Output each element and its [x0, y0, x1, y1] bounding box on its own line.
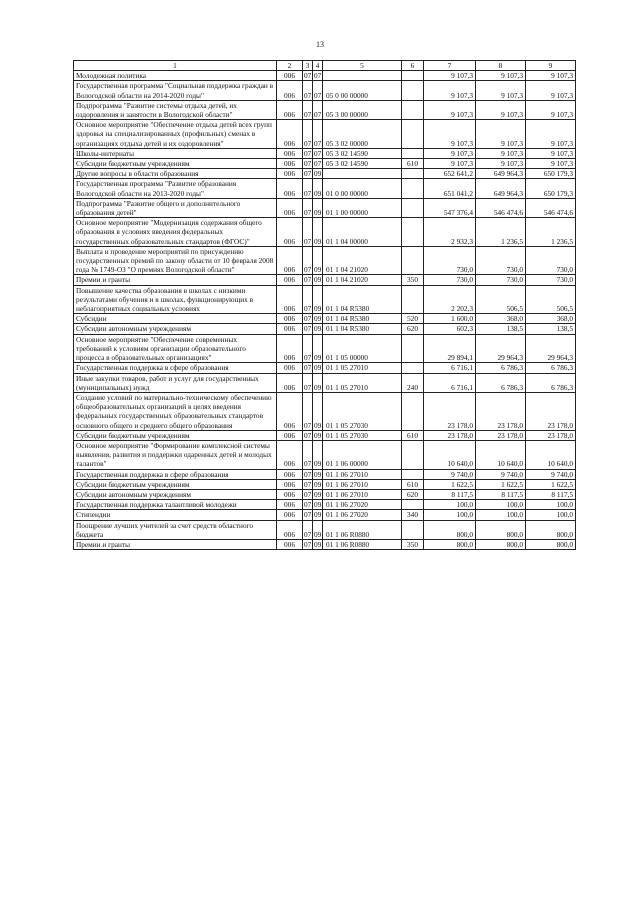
header-cell: 8	[476, 61, 526, 71]
subsection-code: 09	[314, 169, 322, 179]
admin-code: 006	[277, 324, 303, 334]
expense-type-code	[402, 392, 424, 430]
table-row	[74, 500, 576, 510]
section-code: 07	[304, 314, 312, 324]
expense-type-code: 610	[402, 430, 424, 440]
amount-col-8: 1 622,5	[476, 479, 526, 489]
table-row	[74, 469, 576, 479]
amount-col-7: 651 041,2	[424, 179, 476, 198]
amount-col-9: 8 117,5	[526, 489, 576, 499]
expense-type-code	[402, 334, 424, 363]
target-article-code: 01 1 05 27010	[323, 373, 402, 392]
section-code: 07	[304, 363, 312, 373]
section-code: 07	[303, 218, 313, 247]
row-name: Поощрение лучших учителей за счет средств областного бюджета	[74, 520, 277, 539]
admin-code: 006	[277, 218, 303, 247]
row-name: Государственная поддержка в сфере образования	[74, 363, 277, 373]
table-row	[74, 520, 576, 539]
target-article-code: 01 1 05 27030	[323, 392, 402, 430]
header-cell: 9	[526, 61, 576, 71]
row-name: Другие вопросы в области образования	[74, 169, 277, 179]
section-code: 07	[304, 430, 312, 440]
expense-type-code: 350	[402, 275, 424, 285]
amount-col-9: 1 236,5	[526, 218, 576, 247]
target-article-code: 01 1 04 R5380	[323, 324, 402, 334]
admin-code: 006	[277, 363, 303, 373]
target-article-code: 01 1 04 00000	[323, 218, 402, 247]
target-article-code: 01 1 06 27020	[323, 500, 402, 510]
admin-code: 006	[277, 159, 303, 169]
amount-col-8: 368,0	[476, 314, 526, 324]
admin-code: 006	[277, 520, 303, 539]
section-code: 07	[303, 520, 313, 539]
amount-col-9: 138,5	[526, 324, 576, 334]
section-code: 07	[304, 71, 312, 81]
amount-col-9: 100,0	[526, 510, 576, 520]
admin-code: 006	[277, 71, 303, 81]
table-row	[74, 440, 576, 469]
admin-code: 006	[277, 100, 303, 119]
amount-col-9: 9 107,3	[526, 148, 576, 158]
table-row	[74, 120, 576, 149]
table-row	[74, 510, 576, 520]
target-article-code: 01 1 05 27030	[323, 430, 402, 440]
table-row	[74, 539, 576, 549]
amount-col-9: 9 107,3	[526, 120, 576, 149]
section-code: 07	[304, 275, 312, 285]
subsection-code: 07	[314, 148, 322, 158]
subsection-code: 07	[313, 81, 323, 100]
expense-type-code	[402, 71, 424, 81]
target-article-code	[323, 71, 402, 81]
subsection-code: 09	[314, 430, 322, 440]
budget-table	[73, 60, 576, 550]
amount-col-7: 2 932,3	[424, 218, 476, 247]
admin-code: 006	[277, 440, 303, 469]
amount-col-9: 730,0	[526, 275, 576, 285]
subsection-code: 07	[314, 159, 322, 169]
amount-col-8: 9 107,3	[476, 71, 526, 81]
amount-col-9: 730,0	[526, 246, 576, 275]
amount-col-9: 650 179,3	[526, 169, 576, 179]
section-code: 07	[304, 469, 312, 479]
header-cell: 1	[74, 61, 277, 71]
amount-col-8: 9 107,3	[476, 81, 526, 100]
amount-col-7: 730,0	[424, 275, 476, 285]
admin-code: 006	[277, 373, 303, 392]
amount-col-9: 23 178,0	[526, 430, 576, 440]
section-code: 07	[303, 285, 313, 314]
amount-col-8: 10 640,0	[476, 440, 526, 469]
target-article-code: 01 0 00 00000	[323, 179, 402, 198]
admin-code: 006	[277, 246, 303, 275]
section-code: 07	[303, 246, 313, 275]
expense-type-code	[402, 500, 424, 510]
amount-col-8: 9 740,0	[476, 469, 526, 479]
amount-col-7: 23 178,0	[424, 430, 476, 440]
amount-col-7: 29 894,1	[424, 334, 476, 363]
subsection-code: 09	[314, 275, 322, 285]
amount-col-9: 10 640,0	[526, 440, 576, 469]
amount-col-8: 100,0	[476, 510, 526, 520]
amount-col-8: 649 964,3	[476, 169, 526, 179]
expense-type-code	[402, 100, 424, 119]
subsection-code: 09	[314, 510, 322, 520]
section-code: 07	[303, 100, 313, 119]
section-code: 07	[304, 539, 312, 549]
section-code: 07	[303, 373, 313, 392]
expense-type-code: 240	[402, 373, 424, 392]
admin-code: 006	[277, 334, 303, 363]
row-name: Государственная поддержка талантливой молодежи	[74, 500, 277, 510]
target-article-code	[323, 169, 402, 179]
row-name: Премии и гранты	[74, 275, 277, 285]
amount-col-7: 1 600,0	[424, 314, 476, 324]
admin-code: 006	[277, 179, 303, 198]
expense-type-code	[402, 520, 424, 539]
admin-code: 006	[277, 510, 303, 520]
expense-type-code	[402, 198, 424, 217]
target-article-code: 01 1 06 27010	[323, 489, 402, 499]
row-name: Основное мероприятие "Формирование комплексной системы выявления, развития и поддержки одаренных детей и молодых талантов"	[74, 440, 277, 469]
row-name: Школы-интернаты	[74, 148, 277, 158]
subsection-code: 09	[313, 179, 323, 198]
admin-code: 006	[277, 285, 303, 314]
admin-code: 006	[277, 392, 303, 430]
amount-col-9: 1 622,5	[526, 479, 576, 489]
amount-col-9: 9 107,3	[526, 71, 576, 81]
amount-col-7: 800,0	[424, 520, 476, 539]
amount-col-7: 6 716,1	[424, 373, 476, 392]
amount-col-7: 9 107,3	[424, 148, 476, 158]
amount-col-8: 800,0	[476, 539, 526, 549]
expense-type-code	[402, 285, 424, 314]
amount-col-9: 9 740,0	[526, 469, 576, 479]
section-code: 07	[304, 169, 312, 179]
amount-col-8: 138,5	[476, 324, 526, 334]
table-row	[74, 285, 576, 314]
table-row	[74, 363, 576, 373]
expense-type-code	[402, 120, 424, 149]
header-cell: 6	[402, 61, 424, 71]
section-code: 07	[304, 148, 312, 158]
table-row	[74, 159, 576, 169]
expense-type-code	[402, 440, 424, 469]
row-name: Повышение качества образования в школах с низкими результатами обучения и в школах, функционирующих в неблагоприятных социальных условиях	[74, 285, 277, 314]
amount-col-8: 9 107,3	[476, 148, 526, 158]
header-row	[74, 61, 576, 71]
subsection-code: 09	[314, 363, 322, 373]
expense-type-code	[402, 363, 424, 373]
amount-col-7: 2 202,3	[424, 285, 476, 314]
amount-col-8: 1 236,5	[476, 218, 526, 247]
amount-col-9: 546 474,6	[526, 198, 576, 217]
target-article-code: 05 3 02 14590	[323, 159, 402, 169]
admin-code: 006	[277, 469, 303, 479]
subsection-code: 09	[314, 479, 322, 489]
amount-col-9: 29 964,3	[526, 334, 576, 363]
amount-col-8: 730,0	[476, 246, 526, 275]
target-article-code: 01 1 06 27010	[323, 479, 402, 489]
admin-code: 006	[277, 500, 303, 510]
subsection-code: 09	[313, 520, 323, 539]
amount-col-9: 6 786,3	[526, 373, 576, 392]
amount-col-8: 8 117,5	[476, 489, 526, 499]
amount-col-7: 9 107,3	[424, 100, 476, 119]
target-article-code: 01 1 04 21020	[323, 275, 402, 285]
target-article-code: 01 1 04 21020	[323, 246, 402, 275]
expense-type-code	[402, 81, 424, 100]
row-name: Выплата и проведение мероприятий по присуждению государственных премий по закону области от 10 февраля 2008 года № 1749-ОЗ "О премиях Вологодской области"	[74, 246, 277, 275]
amount-col-8: 23 178,0	[476, 392, 526, 430]
admin-code: 006	[277, 275, 303, 285]
table-row	[74, 373, 576, 392]
amount-col-8: 100,0	[476, 500, 526, 510]
amount-col-9: 368,0	[526, 314, 576, 324]
subsection-code: 09	[313, 246, 323, 275]
amount-col-7: 100,0	[424, 500, 476, 510]
subsection-code: 09	[313, 334, 323, 363]
expense-type-code: 520	[402, 314, 424, 324]
table-body	[74, 71, 576, 550]
amount-col-7: 1 622,5	[424, 479, 476, 489]
section-code: 07	[303, 120, 313, 149]
subsection-code: 07	[313, 100, 323, 119]
amount-col-9: 506,5	[526, 285, 576, 314]
amount-col-7: 9 107,3	[424, 81, 476, 100]
subsection-code: 09	[314, 324, 322, 334]
amount-col-8: 6 786,3	[476, 363, 526, 373]
section-code: 07	[303, 179, 313, 198]
amount-col-9: 6 786,3	[526, 363, 576, 373]
amount-col-7: 9 740,0	[424, 469, 476, 479]
row-name: Премии и гранты	[74, 539, 277, 549]
expense-type-code	[402, 469, 424, 479]
target-article-code: 01 1 05 27010	[323, 363, 402, 373]
amount-col-7: 652 641,2	[424, 169, 476, 179]
row-name: Субсидии автономным учреждениям	[74, 489, 277, 499]
row-name: Подпрограмма "Развитие системы отдыха детей, их оздоровления и занятости в Вологодской области"	[74, 100, 277, 119]
amount-col-7: 23 178,0	[424, 392, 476, 430]
table-row	[74, 246, 576, 275]
table-row	[74, 430, 576, 440]
amount-col-9: 800,0	[526, 520, 576, 539]
expense-type-code	[402, 169, 424, 179]
row-name: Субсидии автономным учреждениям	[74, 324, 277, 334]
subsection-code: 09	[314, 314, 322, 324]
table-row	[74, 169, 576, 179]
table-row	[74, 479, 576, 489]
amount-col-8: 23 178,0	[476, 430, 526, 440]
expense-type-code: 620	[402, 324, 424, 334]
page-number: 13	[316, 40, 324, 49]
expense-type-code	[402, 179, 424, 198]
row-name: Создание условий по материально-техническому обеспечению общеобразовательных организаций в целях введения федеральных государственных образовательных стандартов основного общего и среднего общего образования	[74, 392, 277, 430]
amount-col-7: 8 117,5	[424, 489, 476, 499]
target-article-code: 01 1 05 00000	[323, 334, 402, 363]
admin-code: 006	[277, 169, 303, 179]
row-name: Основное мероприятие "Обеспечение современных требований к условиям организации образовательного процесса в образовательных организациях"	[74, 334, 277, 363]
table-row	[74, 81, 576, 100]
amount-col-8: 6 786,3	[476, 373, 526, 392]
subsection-code: 09	[313, 198, 323, 217]
target-article-code: 01 1 06 27010	[323, 469, 402, 479]
table-row	[74, 198, 576, 217]
subsection-code: 09	[313, 218, 323, 247]
target-article-code: 01 1 00 00000	[323, 198, 402, 217]
target-article-code: 01 1 06 R0880	[323, 539, 402, 549]
section-code: 07	[303, 198, 313, 217]
target-article-code: 05 3 02 00000	[323, 120, 402, 149]
table-row	[74, 100, 576, 119]
expense-type-code: 610	[402, 479, 424, 489]
header-cell: 5	[323, 61, 402, 71]
amount-col-9: 23 178,0	[526, 392, 576, 430]
amount-col-8: 9 107,3	[476, 120, 526, 149]
target-article-code: 01 1 06 R0880	[323, 520, 402, 539]
subsection-code: 09	[314, 500, 322, 510]
amount-col-7: 730,0	[424, 246, 476, 275]
expense-type-code	[402, 148, 424, 158]
row-name: Основное мероприятие "Модернизация содержания общего образования в условиях введения федеральных государственных образовательных стандартов (ФГОС)"	[74, 218, 277, 247]
row-name: Субсидии бюджетным учреждениям	[74, 159, 277, 169]
amount-col-8: 9 107,3	[476, 159, 526, 169]
row-name: Государственная программа "Социальная поддержка граждан в Вологодской области на 2014-2020 годы"	[74, 81, 277, 100]
subsection-code: 09	[314, 489, 322, 499]
admin-code: 006	[277, 198, 303, 217]
admin-code: 006	[277, 314, 303, 324]
amount-col-9: 9 107,3	[526, 100, 576, 119]
row-name: Государственная поддержка в сфере образования	[74, 469, 277, 479]
subsection-code: 09	[313, 285, 323, 314]
amount-col-7: 602,3	[424, 324, 476, 334]
amount-col-9: 100,0	[526, 500, 576, 510]
row-name: Стипендии	[74, 510, 277, 520]
amount-col-8: 800,0	[476, 520, 526, 539]
row-name: Субсидии бюджетным учреждениям	[74, 430, 277, 440]
target-article-code: 05 0 00 00000	[323, 81, 402, 100]
admin-code: 006	[277, 489, 303, 499]
row-name: Субсидии	[74, 314, 277, 324]
section-code: 07	[304, 324, 312, 334]
table-row	[74, 324, 576, 334]
expense-type-code: 620	[402, 489, 424, 499]
amount-col-9: 9 107,3	[526, 159, 576, 169]
amount-col-9: 800,0	[526, 539, 576, 549]
table-row	[74, 218, 576, 247]
table-row	[74, 489, 576, 499]
target-article-code: 01 1 06 00000	[323, 440, 402, 469]
table-row	[74, 392, 576, 430]
amount-col-7: 800,0	[424, 539, 476, 549]
section-code: 07	[303, 440, 313, 469]
amount-col-7: 100,0	[424, 510, 476, 520]
table-row	[74, 275, 576, 285]
target-article-code: 01 1 04 R5380	[323, 285, 402, 314]
expense-type-code: 350	[402, 539, 424, 549]
amount-col-7: 9 107,3	[424, 71, 476, 81]
section-code: 07	[303, 392, 313, 430]
amount-col-7: 9 107,3	[424, 159, 476, 169]
section-code: 07	[304, 500, 312, 510]
table-row	[74, 334, 576, 363]
subsection-code: 09	[313, 373, 323, 392]
header-cell: 4	[313, 61, 323, 71]
section-code: 07	[304, 510, 312, 520]
target-article-code: 05 3 00 00000	[323, 100, 402, 119]
amount-col-7: 10 640,0	[424, 440, 476, 469]
amount-col-7: 6 716,1	[424, 363, 476, 373]
amount-col-7: 547 376,4	[424, 198, 476, 217]
row-name: Государственная программа "Развитие образования Вологодской области на 2013-2020 годы"	[74, 179, 277, 198]
admin-code: 006	[277, 479, 303, 489]
subsection-code: 07	[313, 120, 323, 149]
subsection-code: 09	[313, 392, 323, 430]
table-row	[74, 148, 576, 158]
target-article-code: 01 1 04 R5380	[323, 314, 402, 324]
table-row	[74, 71, 576, 81]
amount-col-7: 9 107,3	[424, 120, 476, 149]
expense-type-code: 340	[402, 510, 424, 520]
header-cell: 2	[277, 61, 303, 71]
section-code: 07	[304, 489, 312, 499]
expense-type-code	[402, 246, 424, 275]
row-name: Иные закупки товаров, работ и услуг для государственных (муниципальных) нужд	[74, 373, 277, 392]
target-article-code: 01 1 06 27020	[323, 510, 402, 520]
amount-col-8: 9 107,3	[476, 100, 526, 119]
section-code: 07	[303, 334, 313, 363]
admin-code: 006	[277, 148, 303, 158]
expense-type-code: 610	[402, 159, 424, 169]
amount-col-9: 650 179,3	[526, 179, 576, 198]
subsection-code: 09	[313, 440, 323, 469]
table-row	[74, 314, 576, 324]
row-name: Субсидии бюджетным учреждениям	[74, 479, 277, 489]
row-name: Молодежная политика	[74, 71, 277, 81]
amount-col-8: 506,5	[476, 285, 526, 314]
admin-code: 006	[277, 539, 303, 549]
amount-col-8: 730,0	[476, 275, 526, 285]
subsection-code: 07	[314, 71, 322, 81]
admin-code: 006	[277, 430, 303, 440]
amount-col-9: 9 107,3	[526, 81, 576, 100]
row-name: Основное мероприятие "Обеспечение отдыха детей всех групп здоровья на специализированных (профильных) сменах в организациях отдыха детей и их оздоровления"	[74, 120, 277, 149]
expense-type-code	[402, 218, 424, 247]
row-name: Подпрограмма "Развитие общего и дополнительного образования детей"	[74, 198, 277, 217]
section-code: 07	[304, 479, 312, 489]
admin-code: 006	[277, 120, 303, 149]
amount-col-8: 649 964,3	[476, 179, 526, 198]
table-row	[74, 179, 576, 198]
target-article-code: 05 3 02 14590	[323, 148, 402, 158]
section-code: 07	[303, 81, 313, 100]
header-cell: 7	[424, 61, 476, 71]
admin-code: 006	[277, 81, 303, 100]
section-code: 07	[304, 159, 312, 169]
subsection-code: 09	[314, 539, 322, 549]
amount-col-8: 29 964,3	[476, 334, 526, 363]
subsection-code: 09	[314, 469, 322, 479]
header-cell: 3	[303, 61, 313, 71]
amount-col-8: 546 474,6	[476, 198, 526, 217]
